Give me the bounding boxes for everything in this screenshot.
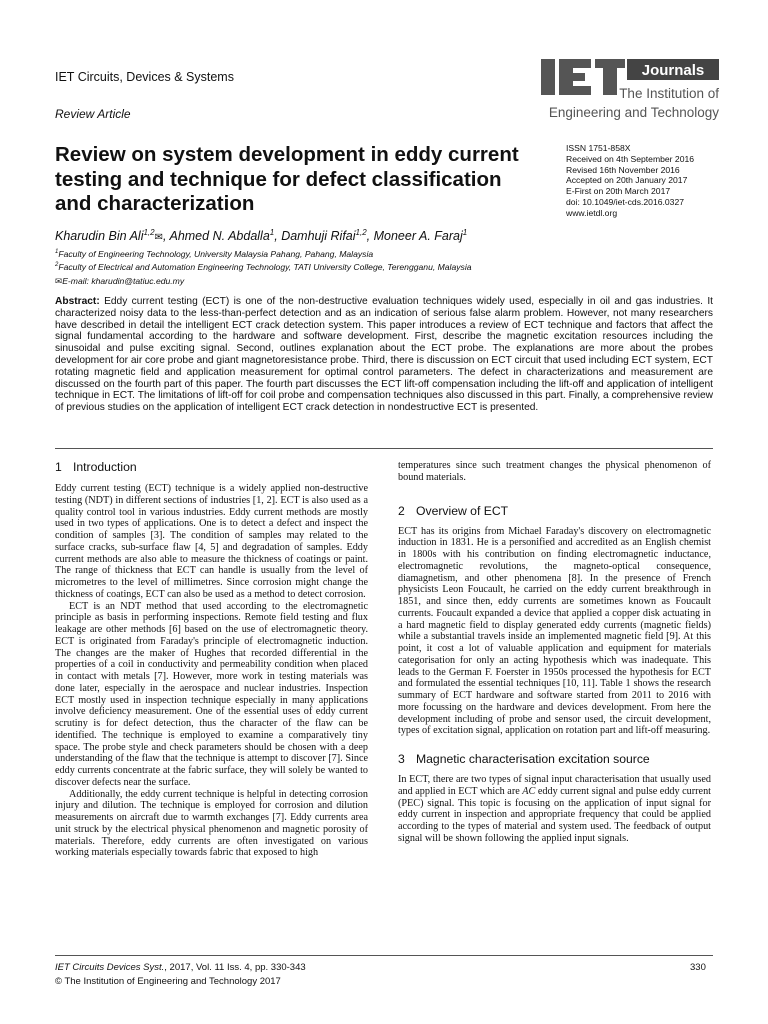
right-column <box>398 460 711 845</box>
section-heading-magnetic-excitation <box>398 752 711 766</box>
author-list <box>55 228 467 243</box>
paragraph-text: eddy current signal and pulse eddy current (PEC) signal. This topic is focusing on the application of input signal for eddy current in inspection and appropriate frequency that could be applied according to the types of material and system used. The feedback of output signal will be shown following the applied input signals. <box>398 785 712 844</box>
author-affil-sup: 1 <box>462 228 468 237</box>
affiliation-text: Faculty of Electrical and Automation Engineering Technology, TATI University College, Terengganu, Malaysia <box>58 262 472 272</box>
envelope-icon: ✉ <box>55 276 63 286</box>
section-number: 1 <box>55 460 62 474</box>
affiliation-2 <box>55 262 472 272</box>
affiliation-sup: 1 <box>55 249 59 256</box>
paragraph: Additionally, the eddy current technique is helpful in detecting corrosion injury and dilution. The technique is employed for corrosion and dilution measurements on aircraft due to warmth exchanges [7]. Eddy currents area unit struck by the electrical physical phenomenon and magnetic porosity of materials. Therefore, eddy currents are often investigated on various working materials especially towards fabric that exposed to high <box>55 788 368 859</box>
iet-journals-logo <box>541 56 721 124</box>
abstract-text: Eddy current testing (ECT) is one of the non-destructive evaluation techniques widely used, especially in oil and gas industries. It characterized noisy data to the less-than-perfect detection and as an indication of serious false alarm problem. However, not many researchers have described in detail the intelligent ECT crack detection system. This paper introduces a review of ECT technique and factors that affect the signal fundamental according to the hardware and software development. First, describe the magnetic excitation resources including the sinusoidal and pulse exciting signal. Second, outlines explanation about the ECT probe. The explanations are more about the probes development for air core probe and giant magnetoresistance probe. Third, there is discussion on ECT circuit that used including ECT system, ECT rotating magnetic field and application measurement for optimal control parameters. The defect in characterizations and measurement are discussed on the fourth part of this paper. The fourth part discusses the ECT lift-off compensation including the lift-off and application of intelligent technique in ECT. The limitations of lift-off for coil probe and compensation techniques also discussed in this part. Finally, a comprehensive review of previous studies on the application of intelligent ECT crack detection in nondestructive ECT is presented. <box>55 296 713 414</box>
author-affil-sup: 1,2 <box>355 228 367 237</box>
paragraph: ECT is an NDT method that used according to the electromagnetic principle as basis in performing inspections. Remote field testing and flux leakage are other methods [6] based on the use of electromagnetic theory. ECT is originated from Faraday's principle of electromagnetic induction. The changes are the maker of Hughes that recorded differential in the properties of a coil in conductivity and permeability condition when placed in contact with metals [7]. However, more work in testing materials was done later, especially in the aerospace and nuclear industries. Inspection ECT mostly used in inspection technique especially in many applications involve deficiency measurement. One of the essential uses of eddy current scrutiny is for defect detection, thus the character of the flaw can be identified. The technique is employed to examine a comparatively tiny space. The probe style and check parameters should be chosen with a deep understanding of the flaw that the technique is attempt to discover [7]. Since eddy currents concentrate at the fabric surface, they will solely be wanted to discover defects near the surface. <box>55 600 368 788</box>
affiliation-sup: 2 <box>55 262 59 269</box>
paragraph-continued: temperatures since such treatment changes the physical phenomenon of bound materials. <box>398 460 711 483</box>
author-separator: , <box>366 229 374 244</box>
paragraph-text: In ECT, there are two types of signal input characterisation that usually used and applied in ECT which are <box>398 774 711 797</box>
meta-received: Received on 4th September 2016 <box>566 153 695 164</box>
section-number: 3 <box>398 752 405 766</box>
author-name: Kharudin Bin Ali <box>55 229 144 244</box>
contact-email <box>55 276 184 287</box>
paragraph: ECT has its origins from Michael Faraday's discovery on electromagnetic induction in 1831. He is a personified and accredited as an English chemist in 1800s with his contribution on finding electromagnetic inductance, electromagnetic revolutions, the magneto-optical consequence, diamagnetism, and other phenomena [8]. In the presence of French physicists Leon Foucault, he carried on the eddy current breakthrough in 1851, and since then, eddy currents are sometimes known as Foucault currents. Foucault expanded a device that applied a copper disk actuating in a hard magnetic field to display generated eddy currents (magnetic fields) while a substantial travels inside an implemented magnetic field [9]. At this point, it cost a lot of valuable application and equipment for materials categorisation for only an acting hypothesis which was inadequate. This leads to the German F. Foerster in 1950s processed the hypothesis for ECT and formulated the essential techniques [10, 11]. Table 1 shows the research summary of ECT hardware and software started from 2011 to 2016 with more focussing on the hardware and devices development. From here the development including of probe and sensor used, the circuit development, types of excitation signal, application on rotation part and lift-off measuring. <box>398 525 711 737</box>
article-metadata <box>566 143 736 219</box>
meta-efirst: E-First on 20th March 2017 <box>566 186 671 197</box>
page-number: 330 <box>690 962 706 973</box>
section-heading-introduction <box>55 460 368 474</box>
meta-revised: Revised 16th November 2016 <box>566 164 680 175</box>
affiliation-1 <box>55 249 373 259</box>
section-title: Overview of ECT <box>416 503 509 518</box>
meta-doi: doi: 10.1049/iet-cds.2016.0327 <box>566 196 685 207</box>
logo-mark-i <box>541 59 555 95</box>
footer-journal: IET Circuits Devices Syst. <box>55 962 165 973</box>
footer-citation <box>55 962 306 973</box>
abstract <box>55 296 713 414</box>
author-affil-sup: 1 <box>269 228 275 237</box>
author-affil-sup: 1,2 <box>143 228 155 237</box>
meta-accepted: Accepted on 20th January 2017 <box>566 175 688 186</box>
paragraph: Eddy current testing (ECT) technique is a widely applied non-destructive testing (NDT) in different sections of industries [1, 2]. ECT is also used as a quality control tool in various industries. Eddy current methods are mostly used in two types of applications. One is to detect a defect and inspect the condition of samples [3]. The condition of samples may related to the surface cracks, sub-surface flaw [4, 5] and degradation of samples. Eddy current methods are also able to measure the thickness of coatings or paint. The range of thickness that ECT can handle is usually from the level of micrometres to the level of millimetres. Since corrosion might change the thickness of coatings, ECT can also be used as a method to detect corrosion. <box>55 483 368 600</box>
logo-line1: The Institution of <box>619 86 719 101</box>
section-title: Magnetic characterisation excitation source <box>416 752 650 766</box>
section-heading-overview <box>398 504 711 518</box>
section-number: 2 <box>398 503 405 518</box>
paper-title: Review on system development in eddy current testing and technique for defect classification and characterization <box>55 143 519 215</box>
section-title: Introduction <box>73 460 137 474</box>
email-text[interactable]: E-mail: kharudin@tatiuc.edu.my <box>62 276 185 286</box>
meta-issn: ISSN 1751-858X <box>566 143 631 153</box>
article-type: Review Article <box>55 107 131 121</box>
footer-copyright: © The Institution of Engineering and Technology 2017 <box>55 976 281 987</box>
corresponding-icon: ✉ <box>154 232 163 244</box>
paragraph <box>398 774 711 845</box>
author-separator: , <box>274 229 282 244</box>
journal-name: IET Circuits, Devices & Systems <box>55 70 234 84</box>
author-name: Moneer A. Faraj <box>373 229 463 244</box>
emphasis-text: AC <box>522 785 536 797</box>
meta-website[interactable]: www.ietdl.org <box>566 207 618 218</box>
author-separator: , <box>163 229 170 244</box>
bottom-divider <box>55 955 713 956</box>
left-column <box>55 460 368 859</box>
top-divider <box>55 448 713 449</box>
journals-tag-text: Journals <box>641 62 705 79</box>
affiliation-text: Faculty of Engineering Technology, University Malaysia Pahang, Pahang, Malaysia <box>58 249 374 259</box>
author-name: Ahmed N. Abdalla <box>169 229 270 244</box>
footer-volume: , 2017, Vol. 11 Iss. 4, pp. 330-343 <box>164 962 306 973</box>
logo-line2: Engineering and Technology <box>548 105 719 120</box>
author-name: Damhuji Rifai <box>281 229 356 244</box>
abstract-label: Abstract: <box>55 296 100 307</box>
